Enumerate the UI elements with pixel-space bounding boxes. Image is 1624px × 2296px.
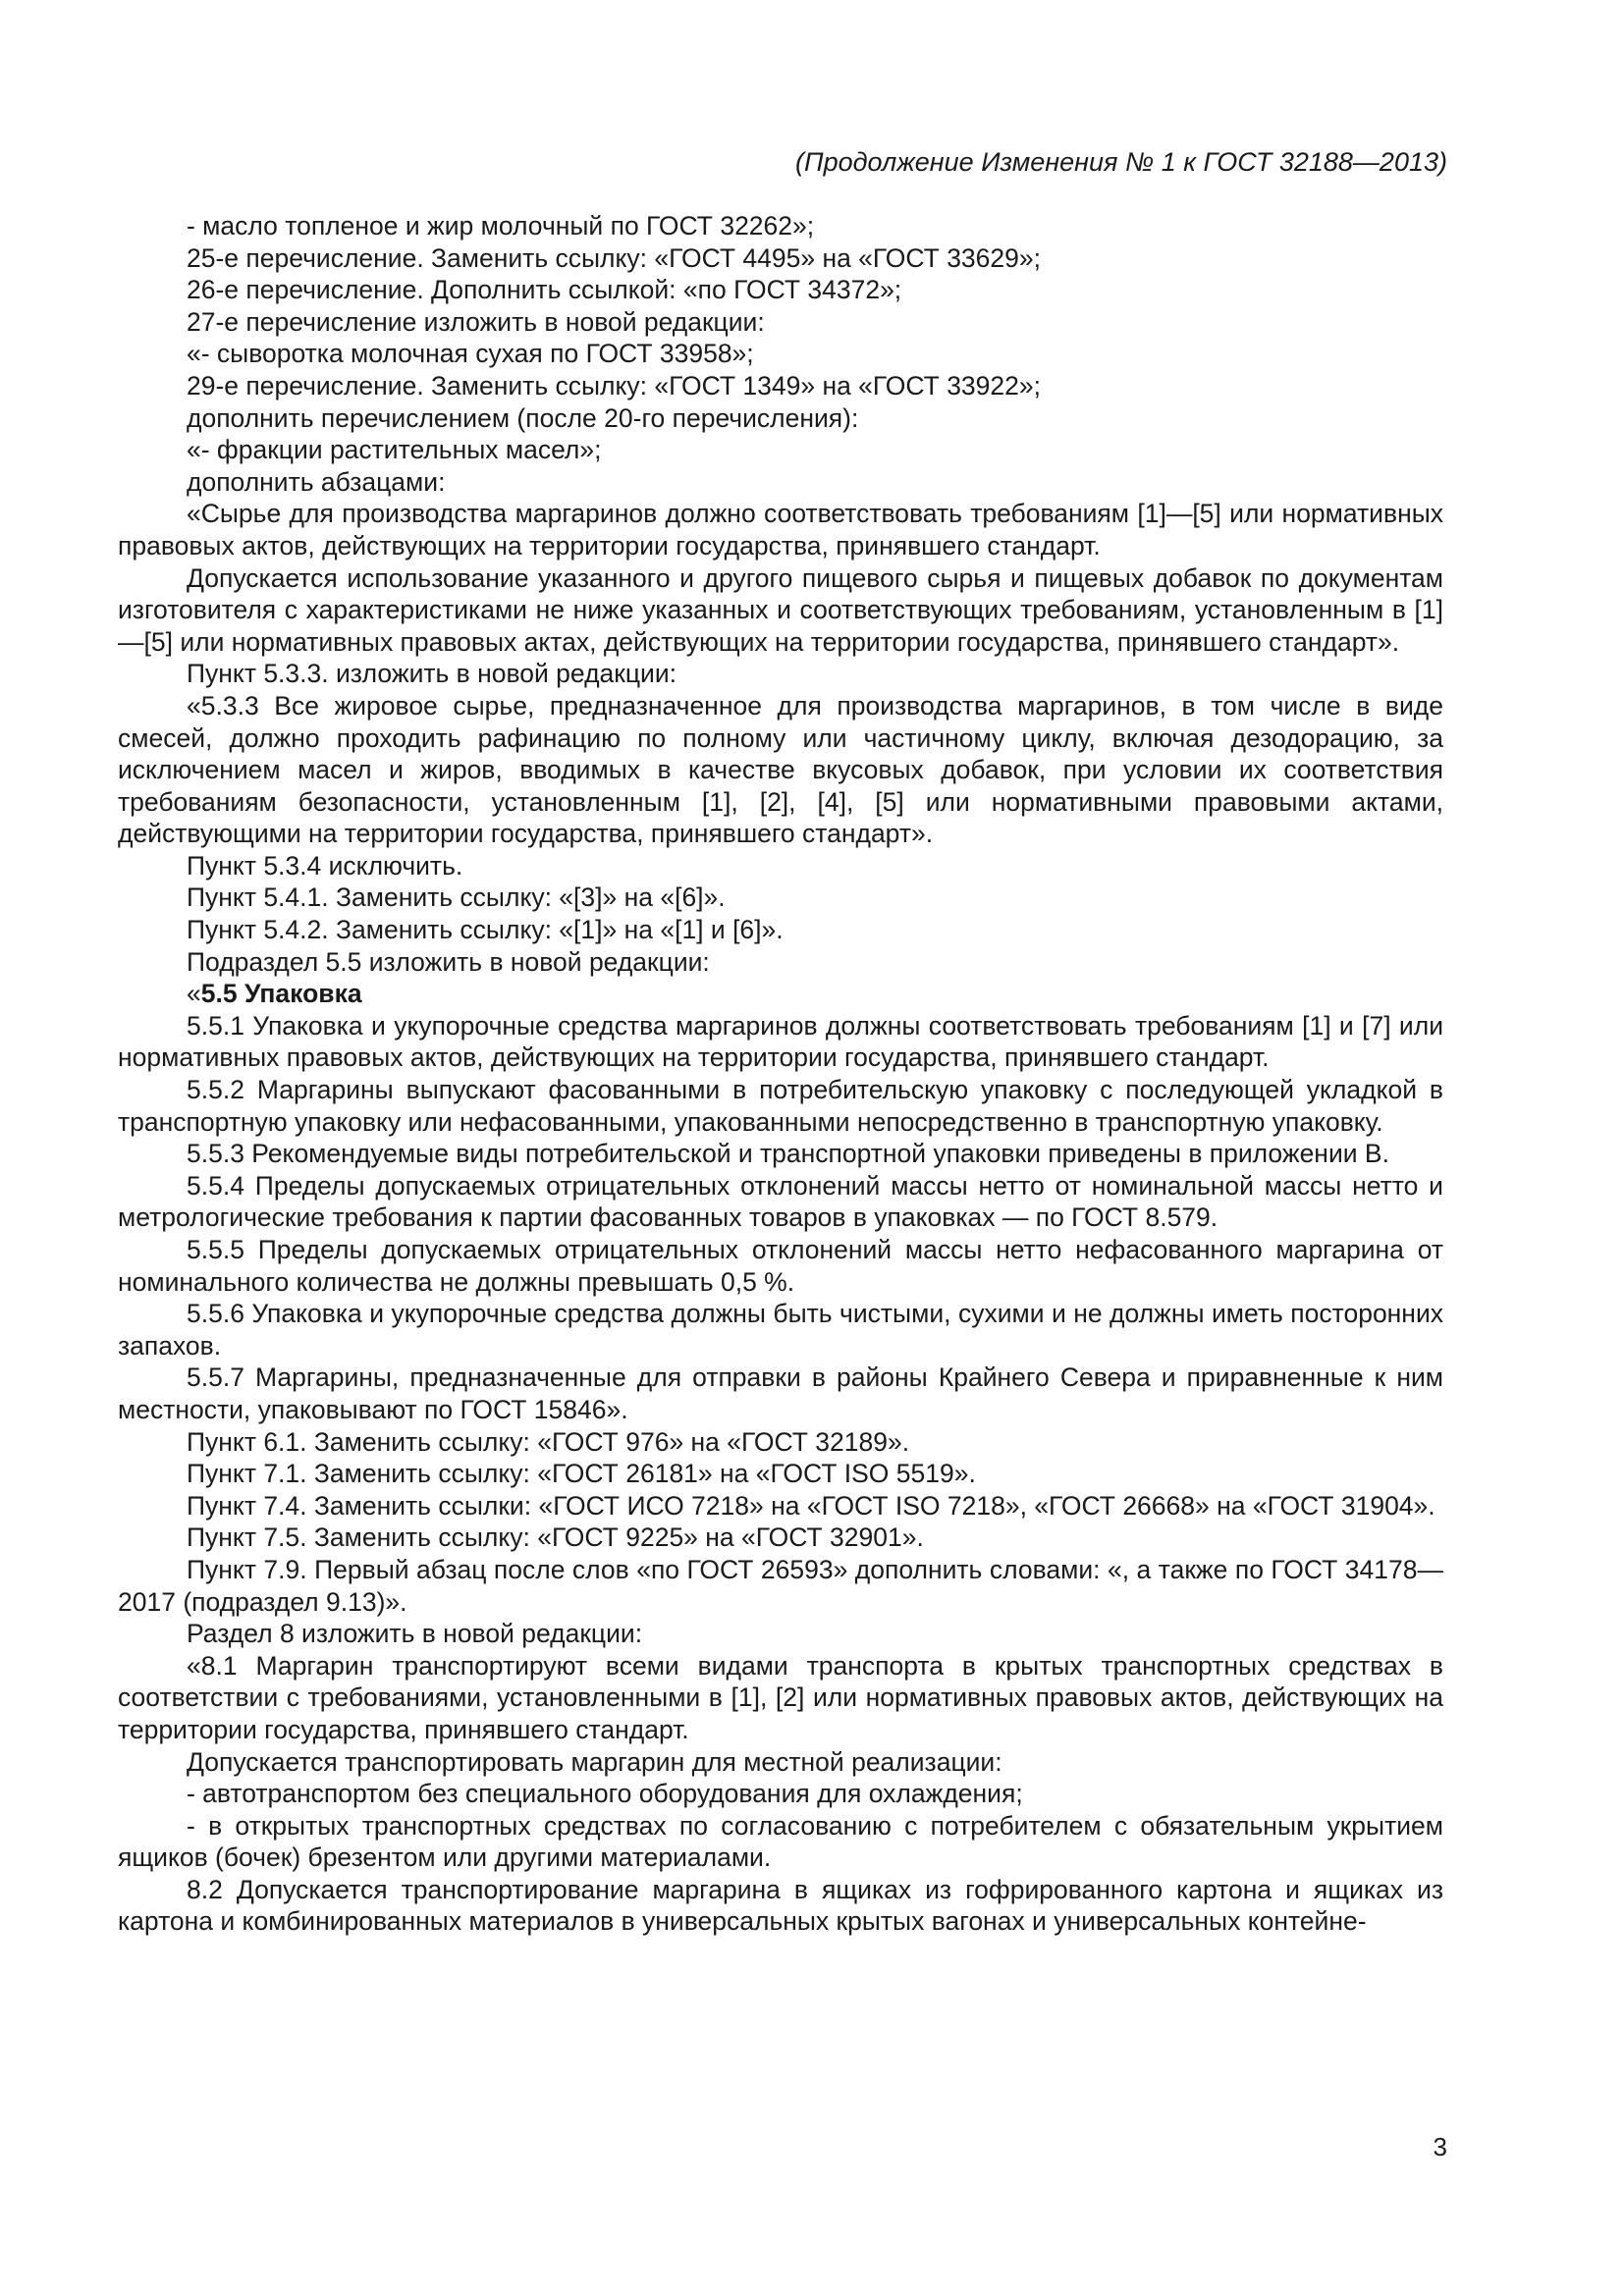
heading-quote: « [187,979,201,1009]
paragraph: - масло топленое и жир молочный по ГОСТ 32262»; [187,211,815,240]
paragraph: 8.2 Допускается транспортирование маргарина в ящиках из гофрированного картона и ящиках из картона и комбинированных материалов в универсальных крытых вагонах и универсальных контейне- [118,1874,1443,1937]
paragraph: - автотранспортом без специального оборудования для охлаждения; [187,1779,1023,1809]
paragraph: 25-е перечисление. Заменить ссылку: «ГОСТ 4495» на «ГОСТ 33629»; [187,242,1041,273]
paragraph: 27-е перечисление изложить в новой редакции: [187,306,765,337]
paragraph: 5.5.4 Пределы допускаемых отрицательных отклонений массы нетто от номинальной массы нетто и метрологические требования к партии фасованных товаров в упаковках — по ГОСТ 8.579. [118,1170,1443,1233]
paragraph: 26-е перечисление. Дополнить ссылкой: «по ГОСТ 34372»; [187,275,902,305]
paragraph: 5.5.7 Маргарины, предназначенные для отправки в районы Крайнего Севера и приравненные к ним местности, упаковывают по ГОСТ 15846». [118,1362,1443,1424]
paragraph: «- фракции растительных масел»; [187,435,602,465]
paragraph: «- сыворотка молочная сухая по ГОСТ 33958»; [187,339,754,369]
paragraph: 5.5.2 Маргарины выпускают фасованными в потребительскую упаковку с последующей укладкой в транспортную упаковку или нефасованными, упакованными непосредственно в транспортную упаковку. [118,1075,1443,1137]
paragraph: дополнить абзацами: [187,466,446,497]
paragraph: Допускается использование указанного и другого пищевого сырья и пищевых добавок по документам изготовителя с характеристиками не ниже указанных и соответствующих требованиям, установленным в [1]—[5] или нормативных правовых актах, действующих на территории государства, принявшего стандарт». [118,562,1443,657]
paragraph: Пункт 7.1. Заменить ссылку: «ГОСТ 26181» на «ГОСТ ISO 5519». [187,1459,976,1489]
paragraph: Пункт 7.5. Заменить ссылку: «ГОСТ 9225» на «ГОСТ 32901». [187,1522,924,1553]
paragraph: Пункт 5.3.4 исключить. [187,850,463,881]
paragraph: - в открытых транспортных средствах по согласованию с потребителем с обязательным укрытием ящиков (бочек) брезентом или другими материалами. [118,1810,1443,1873]
page-number: 3 [1433,2132,1447,2162]
paragraph: Пункт 7.9. Первый абзац после слов «по ГОСТ 26593» дополнить словами: «, а также по ГОСТ 34178—2017 (подраздел 9.13)». [118,1554,1443,1617]
paragraph: «5.3.3 Все жировое сырье, предназначенное для производства маргаринов, в том числе в виде смесей, должно проходить рафинацию по полному или частичному циклу, включая дезодорацию, за исключением масел и жиров, вводимых в качестве вкусовых добавок, при условии их соответствия требованиям безопасности, установленным [1], [2], [4], [5] или нормативными правовыми актами, действующими на территории государства, принявшего стандарт». [118,690,1443,849]
paragraph: 5.5.5 Пределы допускаемых отрицательных отклонений массы нетто нефасованного маргарина от номинального количества не должны превышать 0,5 %. [118,1235,1443,1297]
section-heading [118,978,1443,1010]
paragraph: дополнить перечислением (после 20-го перечисления): [187,402,859,433]
paragraph: 29-е перечисление. Заменить ссылку: «ГОСТ 1349» на «ГОСТ 33922»; [187,370,1041,400]
paragraph: Раздел 8 изложить в новой редакции: [187,1619,643,1649]
document-body [118,210,1443,1938]
paragraph: Пункт 5.3.3. изложить в новой редакции: [187,659,677,689]
paragraph: Подраздел 5.5 изложить в новой редакции: [187,946,710,977]
heading-text: 5.5 Упаковка [200,979,362,1009]
running-header: (Продолжение Изменения № 1 к ГОСТ 32188—2013) [795,147,1447,177]
paragraph: «8.1 Маргарин транспортируют всеми видами транспорта в крытых транспортных средствах в соответствии с требованиями, установленными в [1], [2] или нормативных правовых актов, действующих на территории государства, принявшего стандарт. [118,1650,1443,1744]
paragraph: Пункт 6.1. Заменить ссылку: «ГОСТ 976» на «ГОСТ 32189». [187,1426,910,1457]
paragraph: 5.5.3 Рекомендуемые виды потребительской и транспортной упаковки приведены в приложении В. [187,1139,1389,1169]
paragraph: Пункт 5.4.2. Заменить ссылку: «[1]» на «[1] и [6]». [187,915,784,945]
paragraph: Пункт 5.4.1. Заменить ссылку: «[3]» на «[6]». [187,882,726,913]
paragraph: Допускается транспортировать маргарин для местной реализации: [187,1746,1002,1777]
paragraph: 5.5.1 Упаковка и укупорочные средства маргаринов должны соответствовать требованиям [1] и [7] или нормативных правовых актов, действующих на территории государства, принявшего стандарт. [118,1010,1443,1073]
paragraph: «Сырье для производства маргаринов должно соответствовать требованиям [1]—[5] или нормативных правовых актов, действующих на территории государства, принявшего стандарт. [118,499,1443,561]
paragraph: 5.5.6 Упаковка и укупорочные средства должны быть чистыми, сухими и не должны иметь посторонних запахов. [118,1299,1443,1361]
paragraph: Пункт 7.4. Заменить ссылки: «ГОСТ ИСО 7218» на «ГОСТ ISO 7218», «ГОСТ 26668» на «ГОСТ 31904». [187,1490,1435,1521]
